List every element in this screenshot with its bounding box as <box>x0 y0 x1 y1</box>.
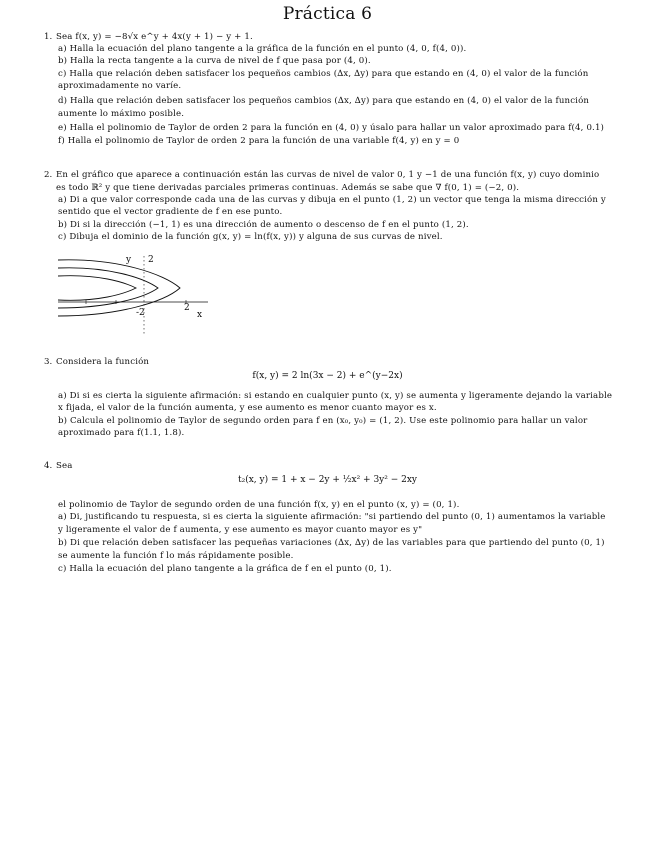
page-title: Práctica 6 <box>282 4 373 24</box>
problem-intro: Considera la función <box>56 357 150 367</box>
problem-line: b) Di si la dirección (−1, 1) es una dirección de aumento o descenso de f en el punto (1, 2). <box>58 220 469 230</box>
problem-intro: Sea f(x, y) = −8√x e^y + 4x(y + 1) − y + 1. <box>56 32 253 42</box>
problem-line: a) Di, justificando tu respuesta, si es cierta la siguiente afirmación: "si partiendo del punto (0, 1) aumentamos la variable <box>58 512 606 522</box>
problem-line: y ligeramente el valor de f aumenta, y ese aumento es mayor cuanto mayor es y" <box>58 525 423 535</box>
problem-line: a) Di a que valor corresponde cada una de las curvas y dibuja en el punto (1, 2) un vector que tenga la misma dirección y <box>58 195 606 205</box>
problem-line: d) Halla que relación deben satisfacer los pequeños cambios (∆x, ∆y) para que estando en (4, 0) el valor de la función <box>58 96 590 106</box>
problem-line: b) Halla la recta tangente a la curva de nivel de f que pasa por (4, 0). <box>58 56 371 66</box>
problem-intro: En el gráfico que aparece a continuación están las curvas de nivel de valor 0, 1 y −1 de una función f(x, y) cuyo dominio <box>56 170 600 180</box>
problem-intro: Sea <box>56 461 73 471</box>
problem-line: aumente lo máximo posible. <box>58 109 185 119</box>
problem-line: es todo ℝ² y que tiene derivadas parciales primeras continuas. Además se sabe que ∇ f(0, 1) = (−2, 0). <box>56 183 520 193</box>
problem-line: aproximado para f(1.1, 1.8). <box>58 428 185 438</box>
problem-line: sentido que el vector gradiente de f en ese punto. <box>58 207 283 217</box>
problem-line: a) Halla la ecuación del plano tangente a la gráfica de la función en el punto (4, 0, f(4, 0)). <box>58 44 467 54</box>
problem-formula: f(x, y) = 2 ln(3x − 2) + e^(y−2x) <box>252 371 403 381</box>
problem-line: se aumente la función f lo más rápidamente posible. <box>58 551 294 561</box>
tick-label: 2 <box>148 255 154 265</box>
problem-line: el polinomio de Taylor de segundo orden de una función f(x, y) en el punto (x, y) = (0, 1). <box>58 500 460 510</box>
problem-line: aproximadamente no varíe. <box>58 81 182 91</box>
level-curve-inner <box>58 276 136 301</box>
problem-number: 2. <box>44 170 53 180</box>
problem-line: c) Dibuja el dominio de la función g(x, y) = ln(f(x, y)) y alguna de sus curvas de nivel. <box>58 232 443 242</box>
axis-label-x: x <box>197 310 203 320</box>
problem-line: b) Di que relación deben satisfacer las pequeñas variaciones (∆x, ∆y) de las variables para que partiendo del punto (0, 1) <box>58 538 605 548</box>
problem-line: f) Halla el polinomio de Taylor de orden 2 para la función de una variable f(4, y) en y = 0 <box>58 136 460 146</box>
problem-line: a) Di si es cierta la siguiente afirmación: si estando en cualquier punto (x, y) se aumenta y ligeramente dejando la variable <box>58 391 613 401</box>
problem-line: b) Calcula el polinomio de Taylor de segundo orden para f en (x₀, y₀) = (1, 2). Use este polinomio para hallar un valor <box>58 416 588 426</box>
tick-label: 2 <box>184 303 190 313</box>
problem-formula: t₂(x, y) = 1 + x − 2y + ½x² + 3y² − 2xy <box>237 475 418 485</box>
problem-line: x fijada, el valor de la función aumenta, y ese aumento es menor cuanto mayor es x. <box>58 403 437 413</box>
problem-number: 4. <box>44 461 53 471</box>
problem-number: 3. <box>44 357 53 367</box>
axis-label-y: y <box>126 255 132 265</box>
problem-line: c) Halla que relación deben satisfacer los pequeños cambios (∆x, ∆y) para que estando en (4, 0) el valor de la función <box>58 69 589 79</box>
problem-number: 1. <box>44 32 53 42</box>
problem-line: c) Halla la ecuación del plano tangente a la gráfica de f en el punto (0, 1). <box>58 564 392 574</box>
level-curves-graph <box>58 252 218 338</box>
problem-line: e) Halla el polinomio de Taylor de orden 2 para la función en (4, 0) y úsalo para hallar un valor aproximado para f(4, 0.1) <box>58 123 605 133</box>
tick-label: -2 <box>136 308 145 318</box>
